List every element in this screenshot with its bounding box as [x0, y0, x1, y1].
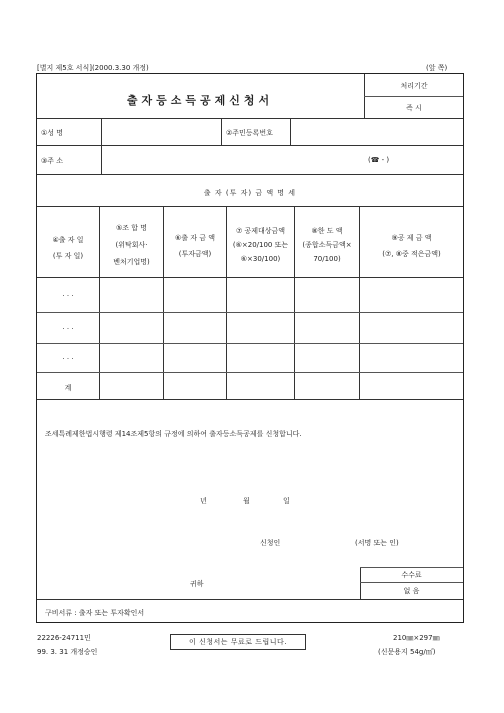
- col-header-limit: [295, 224, 359, 266]
- col-header-line: 70/100): [313, 255, 341, 263]
- date-year[interactable]: 년: [200, 497, 207, 505]
- form-code: 22226-24711민: [37, 634, 91, 642]
- free-notice-box: 이 신청서는 무료로 드립니다.: [170, 634, 306, 650]
- rrn-field[interactable]: [291, 119, 462, 144]
- col-header-line: ⑦ 공제대상금액: [235, 227, 286, 235]
- fee-value: 없 음: [403, 587, 420, 595]
- date-day[interactable]: 일: [283, 497, 290, 505]
- section-title: 출 자 (투 자) 금 액 명 세: [203, 189, 297, 197]
- statement-text: 조세특례제한법시행령 제14조제5항의 규정에 의하여 출자등소득공제를 신청합니다.: [45, 430, 302, 438]
- date-month[interactable]: 월: [243, 497, 250, 505]
- total-label: 계: [64, 384, 72, 392]
- form-title: 출자등소득공제신청서: [126, 94, 274, 107]
- paper-size: 210㎜×297㎜: [393, 634, 440, 642]
- table-row-date[interactable]: · · ·: [62, 292, 74, 300]
- col-header-deduction: [360, 230, 463, 262]
- col-header-line: (⑥×20/100 또는: [232, 241, 289, 249]
- phone-hint: (☎ - ): [368, 156, 390, 164]
- form-number: [별지 제5호 서식](2000.3.30 개정): [37, 64, 149, 72]
- name-field[interactable]: [102, 119, 220, 144]
- processing-period-value: 즉 시: [406, 104, 422, 112]
- col-header-amount: [164, 230, 226, 262]
- attachments-note: 구비서류 : 출자 또는 투자확인서: [45, 609, 145, 617]
- page-side: (앞 쪽): [426, 64, 448, 72]
- col-header-line: ⑧한 도 액: [311, 227, 343, 235]
- fee-label: 수수료: [401, 571, 422, 579]
- signature-hint[interactable]: (서명 또는 인): [355, 539, 399, 547]
- col-header-line: (투 자 일): [52, 252, 84, 260]
- col-header-line: ④출 자 일: [52, 236, 84, 244]
- col-header-deductible: [227, 224, 294, 266]
- col-header-date: [37, 232, 99, 264]
- address-label: ③주 소: [41, 157, 64, 165]
- paper-type: (신문용지 54g/㎡): [378, 648, 436, 656]
- processing-period-label: 처리기간: [400, 82, 428, 90]
- table-row-date[interactable]: · · ·: [62, 355, 74, 363]
- col-header-line: 벤처기업명): [113, 258, 150, 266]
- approval-date: 99. 3. 31 개정승인: [37, 648, 98, 656]
- applicant-label: 신청인: [260, 539, 281, 547]
- table-row-date[interactable]: · · ·: [62, 325, 74, 333]
- col-header-line: (위탁회사·: [115, 241, 148, 249]
- col-header-line: ⑥출 자 금 액: [175, 234, 215, 242]
- col-header-line: (투자금액): [178, 250, 212, 258]
- addressee: 귀하: [190, 580, 204, 588]
- col-header-line: ⑥×30/100): [240, 255, 281, 263]
- name-label: ①성 명: [41, 129, 64, 137]
- rrn-label: ②주민등록번호: [226, 129, 273, 137]
- col-header-line: ⑨공 제 금 액: [391, 234, 432, 242]
- col-header-line: ⑤조 합 명: [115, 224, 147, 232]
- col-header-union: [100, 220, 163, 271]
- address-field[interactable]: [102, 146, 362, 173]
- col-header-line: (종합소득금액×: [302, 241, 352, 249]
- col-header-line: (⑦, ⑧중 적은금액): [382, 250, 441, 258]
